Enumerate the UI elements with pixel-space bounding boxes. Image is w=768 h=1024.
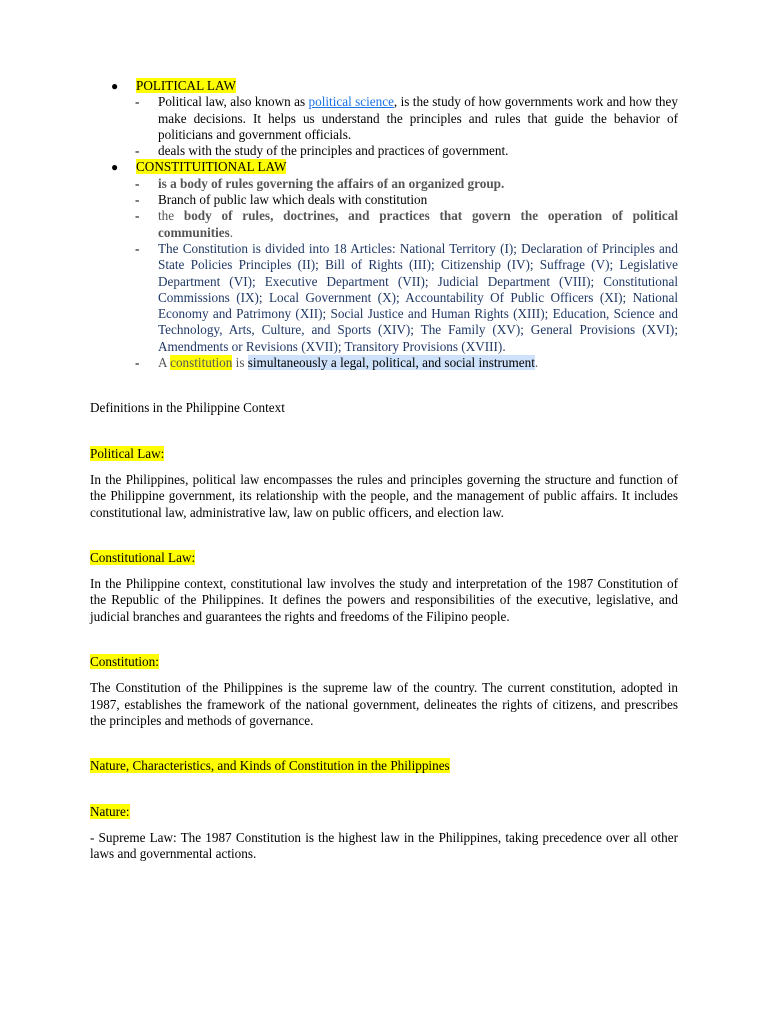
heading-text: Nature, Characteristics, and Kinds of Constitution in the Philippines <box>90 758 450 774</box>
dash-marker: - <box>135 192 140 208</box>
list-item <box>90 192 678 208</box>
heading-text: Constitution: <box>90 654 159 670</box>
list-item <box>90 94 678 143</box>
constitutional-law-heading: CONSTITUITIONAL LAW <box>136 159 287 175</box>
bullet-dot-icon: ● <box>111 160 119 175</box>
dash-marker: - <box>135 94 140 110</box>
item-text: . <box>229 224 234 240</box>
list-item <box>90 208 678 241</box>
def-political-heading <box>90 446 678 462</box>
item-text: , is the study of how governments work and how they make decisions. It helps us understand the principles and rules that guide the behavior of politicians and government officials. <box>158 94 678 142</box>
articles-text: The Constitution is divided into 18 Articles: National Territory (I); Declaration of Principles and State Policies Principles (II); Bill of Rights (III); Citizenship (IV); Suffrage (V); Legislative Department (VI); Executive Department (VII); Judicial Department (VIII); Constitutional Commissions (IX); Local Government (X); Accountability Of Public Officers (XI); National Economy and Patrimony (XII); Social Justice and Human Rights (XIII); Education, Science and Technology, Arts, Culture, and Sports (XIV); The Family (XV); General Provisions (XVI); Amendments or Revisions (XVII); Transitory Provisions (XVIII). <box>158 240 678 354</box>
dash-marker: - <box>135 175 140 191</box>
bullet-political-law <box>90 78 678 94</box>
item-text: . <box>534 355 539 371</box>
item-text: Branch of public law which deals with constitution <box>158 192 428 208</box>
political-law-heading: POLITICAL LAW <box>136 78 236 93</box>
nature-text: - Supreme Law: The 1987 Constitution is the highest law in the Philippines, taking precedence over all other laws and governmental actions. <box>90 829 678 862</box>
highlighted-word: constitution <box>170 355 233 371</box>
list-item <box>90 241 678 355</box>
def-constitution-heading <box>90 654 678 670</box>
list-item <box>90 143 678 159</box>
item-text-bold: body of rules, doctrines, and practices that govern the operation of political communities <box>158 208 678 240</box>
dash-marker: - <box>135 143 140 159</box>
heading-text: Political Law: <box>90 445 165 461</box>
item-text: the <box>158 208 184 224</box>
heading-text: Nature: <box>90 803 130 819</box>
definitions-title: Definitions in the Philippine Context <box>90 400 285 416</box>
item-text: deals with the study of the principles and practices of government. <box>158 143 509 159</box>
dash-marker: - <box>135 355 140 371</box>
item-text: A <box>158 355 171 371</box>
def-constitution-text: The Constitution of the Philippines is the supreme law of the country. The current constitution, adopted in 1987, establishes the framework of the national government, delineates the rights of citizens, and prescribes the principles and methods of governance. <box>90 680 678 728</box>
def-constitutional-heading <box>90 550 678 566</box>
selected-text[interactable]: simultaneously a legal, political, and social instrument <box>247 355 535 371</box>
list-item <box>90 355 678 371</box>
document-page <box>90 78 678 862</box>
dash-marker: - <box>135 240 140 256</box>
dash-marker: - <box>135 208 140 224</box>
item-text: Political law, also known as <box>158 94 309 110</box>
list-item <box>90 176 678 192</box>
item-text: is <box>232 355 248 371</box>
def-political-text: In the Philippines, political law encompasses the rules and principles governing the structure and function of the Philippine government, its relationship with the people, and the management of public affairs. It includes constitutional law, administrative law, law on public officers, and election law. <box>90 471 678 520</box>
nature-heading <box>90 804 678 820</box>
nature-title <box>90 758 678 774</box>
bullet-dot-icon: ● <box>111 79 119 93</box>
item-text: is a body of rules governing the affairs of an organized group. <box>158 175 505 191</box>
political-science-link[interactable]: political science <box>308 94 394 110</box>
bullet-constitutional-law <box>90 159 678 175</box>
def-constitutional-text: In the Philippine context, constitutional law involves the study and interpretation of the 1987 Constitution of the Republic of the Philippines. It defines the powers and responsibilities of the executive, legislative, and judicial branches and guarantees the rights and freedoms of the Filipino people. <box>90 576 678 624</box>
heading-text: Constitutional Law: <box>90 549 196 565</box>
